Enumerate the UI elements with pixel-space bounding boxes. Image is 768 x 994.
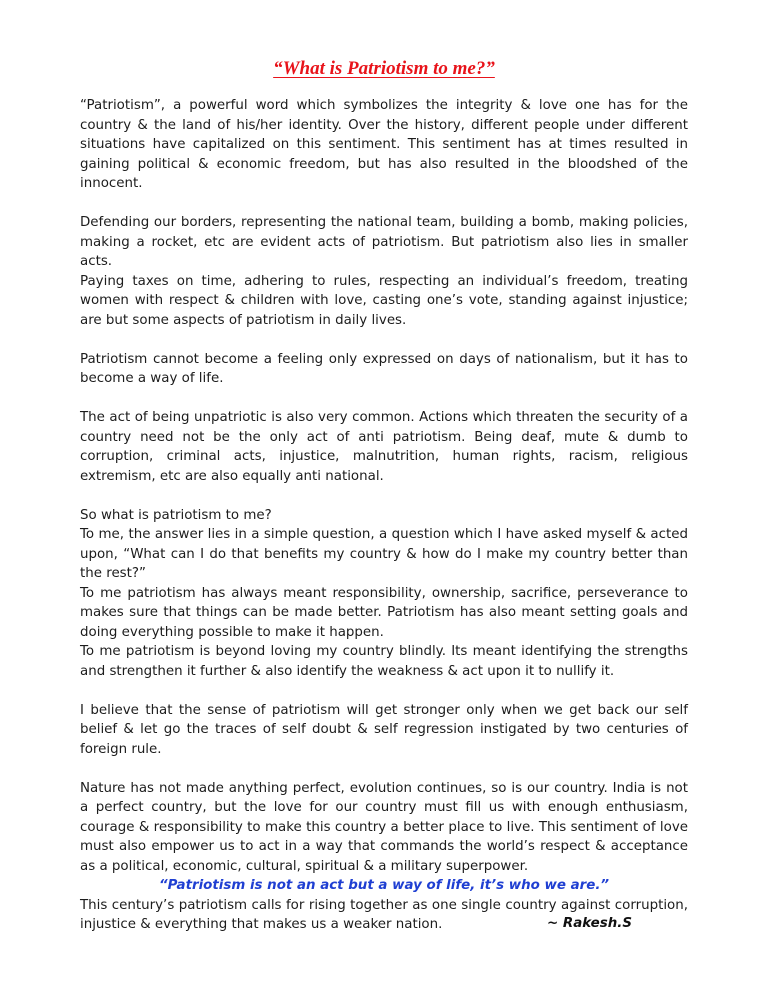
paragraph-text: This century’s patriotism calls for rising together as one single country against corruption, injustice & everything that makes us a weaker nation.: [80, 897, 688, 932]
paragraph-7: [80, 779, 688, 877]
paragraph-text: Nature has not made anything perfect, evolution continues, so is our country. India is not a perfect country, but the love for our country must fill us with enough enthusiasm, courage & responsibility to make this country a better place to live. This sentiment of love must also empower us to act in a way that commands the world’s respect & acceptance as a political, economic, cultural, spiritual & a military superpower.: [80, 780, 688, 874]
paragraph-text: To me patriotism has always meant responsibility, ownership, sacrifice, perseverance to makes sure that things can be made better. Patriotism has also meant setting goals and doing everything possible to make it happen.: [80, 585, 688, 640]
paragraph-4: [80, 408, 688, 486]
paragraph-text: To me, the answer lies in a simple question, a question which I have asked myself & acted upon, “What can I do that benefits my country & how do I make my country better than the rest?”: [80, 527, 688, 581]
paragraph-text: Paying taxes on time, adhering to rules, respecting an individual’s freedom, treating women with respect & children with love, casting one’s vote, standing against injustice; are but some aspects of patriotism in daily lives.: [80, 273, 688, 328]
paragraph-text: The act of being unpatriotic is also very common. Actions which threaten the security of a country need not be the only act of anti patriotism. Being deaf, mute & dumb to corruption, criminal acts, injustice, malnutrition, human rights, racism, religious extremism, etc are also equally anti national.: [80, 410, 688, 484]
paragraph-text: Defending our borders, representing the national team, building a bomb, making policies, making a rocket, etc are evident acts of patriotism. But patriotism also lies in smaller acts.: [80, 215, 688, 269]
paragraph-1: [80, 96, 688, 194]
paragraph-text: I believe that the sense of patriotism will get stronger only when we get back our self belief & let go the traces of self doubt & self regression instigated by two centuries of foreign rule.: [80, 702, 688, 757]
paragraph-6: [80, 701, 688, 760]
document-title: “What is Patriotism to me?”: [273, 58, 495, 79]
paragraph-5: [80, 506, 688, 682]
paragraph-text: “Patriotism”, a powerful word which symbolizes the integrity & love one has for the country & the land of his/her identity. Over the history, different people under different situations have capitalized on this sentiment. This sentiment has at times resulted in gaining political & economic freedom, but has also resulted in the bloodshed of the innocent.: [80, 98, 688, 191]
paragraph-text: To me patriotism is beyond loving my country blindly. Its meant identifying the strengths and strengthen it further & also identify the weakness & act upon it to nullify it.: [80, 644, 688, 679]
paragraph-2: [80, 213, 688, 330]
paragraph-text: Patriotism cannot become a feeling only expressed on days of nationalism, but it has to become a way of life.: [80, 351, 688, 386]
document-body: [80, 96, 688, 954]
closing-quote: “Patriotism is not an act but a way of life, it’s who we are.”: [158, 878, 610, 893]
paragraph-3: [80, 350, 688, 389]
paragraph-text: So what is patriotism to me?: [80, 507, 272, 523]
author-signature: ~ Rakesh.S: [547, 916, 632, 931]
